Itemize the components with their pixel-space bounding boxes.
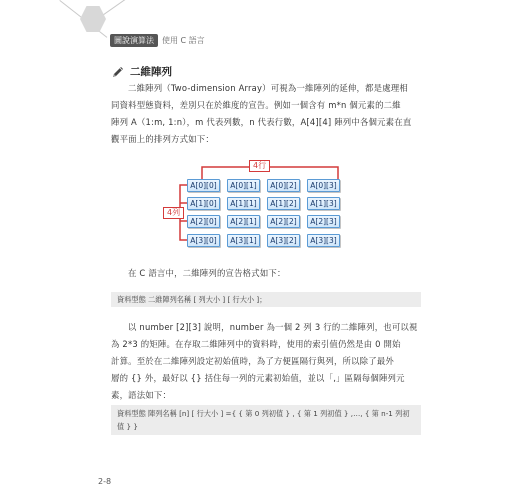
declaration-syntax-box	[111, 292, 421, 307]
text-line: 二維陣列（Two-dimension Array）可視為一維陣列的延伸，都是處理相	[128, 83, 408, 93]
row-count-label: 4列	[163, 207, 184, 219]
text-line: 觀平面上的排列方式如下：	[111, 134, 214, 144]
array-cell: A[3][0]	[187, 234, 220, 247]
initialization-syntax-line: 資料型態 陣列名稱 [n] [ 行大小 ] ={ { 第 0 列初值 } , { 第 1 列初值 } ,…, { 第 n-1 列初	[117, 409, 410, 418]
intro-paragraph	[111, 80, 421, 148]
array-cell: A[2][2]	[267, 215, 300, 228]
declaration-syntax: 資料型態 二維陣列名稱 [ 列大小 ] [ 行大小 ]；	[117, 295, 267, 304]
section-heading	[111, 64, 172, 79]
column-count-label: 4行	[249, 160, 270, 172]
array-cell: A[0][1]	[227, 179, 260, 192]
running-header	[110, 33, 205, 47]
section-title: 二維陣列	[130, 66, 172, 78]
page-number: 2-8	[98, 477, 112, 486]
hexagon-decoration-icon	[80, 6, 106, 32]
declaration-intro: 在 C 語言中，二維陣列的宣告格式如下：	[128, 268, 286, 278]
pen-icon	[111, 65, 125, 79]
text-line: 計算。至於在二維陣列設定初始值時，為了方便區隔行與列，所以除了最外	[111, 356, 394, 366]
text-line: 陣列 A（1:m, 1:n），m 代表列數，n 代表行數，A[4][4] 陣列中各個元素在直	[111, 117, 412, 127]
array-cell: A[1][0]	[187, 197, 220, 210]
example-paragraph	[111, 319, 421, 404]
array-cell: A[0][2]	[267, 179, 300, 192]
text-line: 為 2*3 的矩陣。在存取二維陣列中的資料時，使用的索引值仍然是由 0 開始	[111, 339, 401, 349]
array-cell: A[1][3]	[307, 197, 340, 210]
book-title-tag: 圖說演算法	[110, 34, 158, 47]
array-cell: A[3][1]	[227, 234, 260, 247]
initialization-syntax-box	[111, 405, 421, 435]
array-diagram	[160, 155, 360, 255]
array-cell: A[2][0]	[187, 215, 220, 228]
array-cell: A[0][3]	[307, 179, 340, 192]
array-cell: A[1][1]	[227, 197, 260, 210]
array-cell: A[2][1]	[227, 215, 260, 228]
array-cell: A[2][3]	[307, 215, 340, 228]
array-cell: A[0][0]	[187, 179, 220, 192]
array-cell: A[1][2]	[267, 197, 300, 210]
text-line: 層的 {} 外，最好以 {} 括住每一列的元素初始值，並以「,」區隔每個陣列元	[111, 373, 405, 383]
text-line: 以 number [2][3] 說明，number 為一個 2 列 3 行的二維陣列，也可以視	[128, 322, 418, 332]
initialization-syntax-line: 值 } }	[117, 422, 138, 431]
array-cell: A[3][2]	[267, 234, 300, 247]
book-subtitle: 使用 C 語言	[162, 35, 205, 45]
array-cell: A[3][3]	[307, 234, 340, 247]
text-line: 素，語法如下：	[111, 390, 172, 400]
text-line: 同資料型態資料，差別只在於維度的宣告。例如一個含有 m*n 個元素的二維	[111, 100, 401, 110]
